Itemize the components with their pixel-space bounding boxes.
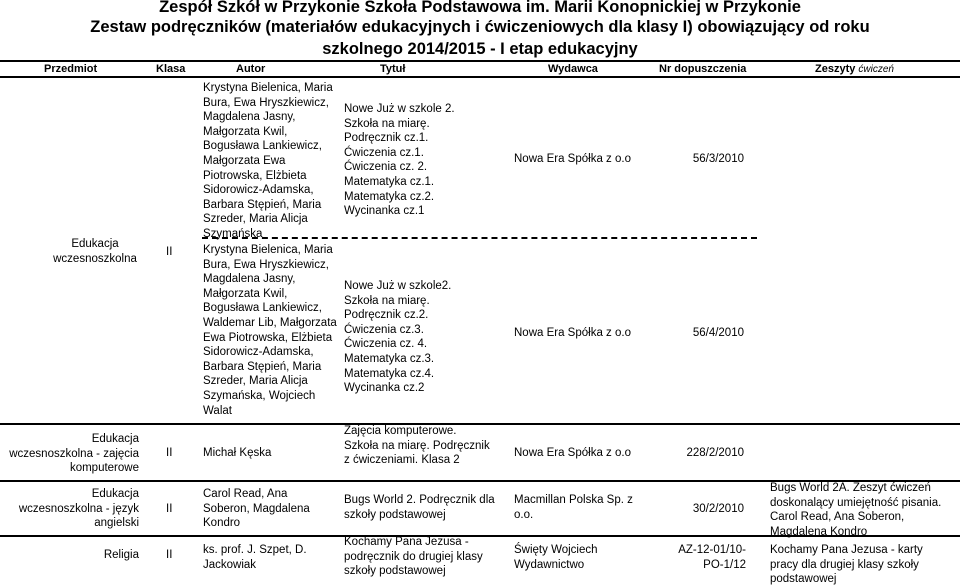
row3-przedmiot-line: wczesnoszkolna - język (18, 502, 139, 515)
row3-przedmiot-line: Edukacja (91, 488, 139, 500)
row2-wydawca: Nowa Era Spółka z o.o (514, 447, 631, 459)
row3-przedmiot (0, 487, 139, 531)
row2-nr: 228/2/2010 (686, 447, 744, 459)
row1a-tytul-line: Podręcznik cz.1. (344, 132, 429, 145)
row1b-tytul-line: Matematyka cz.4. (344, 367, 435, 380)
school-title: Zespół Szkół w Przykonie Szkoła Podstawowa im. Marii Konopnickiej w Przykonie (159, 0, 801, 16)
row1b-tytul-line: Nowe Już w szkole2. (344, 280, 452, 292)
header-rule-bottom (0, 76, 960, 78)
header-zeszyty-cwiczen: ćwiczeń (858, 64, 894, 75)
row1a-tytul-line: Wycinanka cz.1 (344, 205, 425, 218)
row4-klasa: II (166, 549, 173, 561)
row1a-tytul-line: Matematyka cz.1. (344, 175, 435, 188)
row3-nr: 30/2/2010 (692, 503, 744, 515)
row1b-tytul-line: Szkoła na miarę. (344, 294, 430, 307)
row2-autor: Michał Kęska (203, 447, 272, 459)
row1b-tytul-line: Matematyka cz.3. (344, 352, 435, 365)
row1a-tytul-line: Ćwiczenia cz. 2. (344, 161, 428, 174)
row1b-tytul (344, 279, 484, 396)
row1b-autor: Krystyna Bielenica, Maria Bura, Ewa Hryszkiewicz, Magdalena Jasny, Małgorzata Kwil, Bogusława Lankiewicz, Waldemar Lib, Małgorzata Ewa Piotrowska, Elżbieta Sidorowicz-Adamska, Barbara Stępień, Maria Szreder, Maria Alicja Szymańska, Wojciech Walat (203, 244, 337, 417)
document-title: Zestaw podręczników (materiałów edukacyjnych i ćwiczeniowych dla klasy I) obowiązujący od roku (90, 18, 870, 36)
row1a-nr: 56/3/2010 (692, 153, 744, 165)
row2-przedmiot-line: Edukacja (91, 433, 139, 445)
row4-wydawca: Święty Wojciech Wydawnictwo (514, 544, 598, 571)
header-tytul: Tytuł (380, 63, 406, 75)
row1a-wydawca: Nowa Era Spółka z o.o (514, 153, 631, 165)
row1a-tytul-line: Szkoła na miarę. (344, 117, 430, 130)
row3-klasa: II (166, 503, 173, 515)
row3-zeszyty: Bugs World 2A. Zeszyt ćwiczeń doskonalący umiejętność pisania. Carol Read, Ana Soberon, Magdalena Kondro (770, 482, 942, 538)
row2-klasa: II (166, 447, 173, 459)
row1b-tytul-line: Ćwiczenia cz. 4. (344, 338, 428, 351)
document-subtitle: szkolnego 2014/2015 - I etap edukacyjny (322, 40, 638, 58)
row4-przedmiot (0, 548, 139, 563)
row1-sub-divider (202, 237, 757, 239)
header-zeszyty (815, 62, 894, 77)
header-klasa: Klasa (156, 63, 186, 75)
header-przedmiot: Przedmiot (44, 63, 98, 75)
row1b-tytul-line: Podręcznik cz.2. (344, 309, 429, 322)
row1b-wydawca: Nowa Era Spółka z o.o (514, 327, 631, 339)
row4-przedmiot-line: Religia (103, 549, 139, 561)
row1a-autor: Krystyna Bielenica, Maria Bura, Ewa Hryszkiewicz, Magdalena Jasny, Małgorzata Kwil, Bogusława Lankiewicz, Małgorzata Ewa Piotrowska, Elżbieta Sidorowicz-Adamska, Barbara Stępień, Maria Szreder, Maria Alicja Szymańska (203, 82, 333, 240)
row1a-tytul-line: Ćwiczenia cz.1. (344, 146, 424, 159)
row3-autor: Carol Read, Ana Soberon, Magdalena Kondro (203, 488, 310, 530)
header-nr-dopuszczenia: Nr dopuszczenia (659, 63, 747, 75)
header-autor: Autor (236, 63, 266, 75)
row1b-nr: 56/4/2010 (692, 327, 744, 339)
row2-przedmiot-line: wczesnoszkolna - zajęcia (9, 447, 139, 460)
header-zeszyty-label: Zeszyty (815, 63, 859, 75)
row1b-tytul-line: Ćwiczenia cz.3. (344, 323, 424, 336)
row2-przedmiot-line: komputerowe (69, 462, 139, 475)
row1-przedmiot: Edukacja wczesnoszkolna (53, 238, 137, 265)
row1a-tytul-line: Nowe Już w szkole 2. (344, 103, 455, 115)
row1b-tytul-line: Wycinanka cz.2 (344, 382, 425, 395)
row1-klasa: II (166, 246, 173, 258)
row3-przedmiot-line: angielski (94, 517, 139, 530)
header-wydawca: Wydawca (548, 63, 598, 75)
row3-tytul: Bugs World 2. Podręcznik dla szkoły podstawowej (344, 494, 495, 521)
row1a-tytul (344, 102, 484, 219)
row4-tytul: Kochamy Pana Jezusa - podręcznik do drugiej klasy szkoły podstawowej (344, 536, 483, 578)
row3-wydawca: Macmillan Polska Sp. z o.o. (514, 494, 633, 521)
row2-przedmiot (0, 432, 139, 476)
row1a-tytul-line: Matematyka cz.2. (344, 190, 435, 203)
row2-tytul: Zajęcia komputerowe. Szkoła na miarę. Podręcznik z ćwiczeniami. Klasa 2 (344, 425, 490, 467)
row4-autor: ks. prof. J. Szpet, D. Jackowiak (203, 544, 307, 571)
row4-nr: AZ-12-01/10-PO-1/12 (678, 544, 746, 571)
row4-zeszyty: Kochamy Pana Jezusa - karty pracy dla drugiej klasy szkoły podstawowej (770, 544, 923, 586)
